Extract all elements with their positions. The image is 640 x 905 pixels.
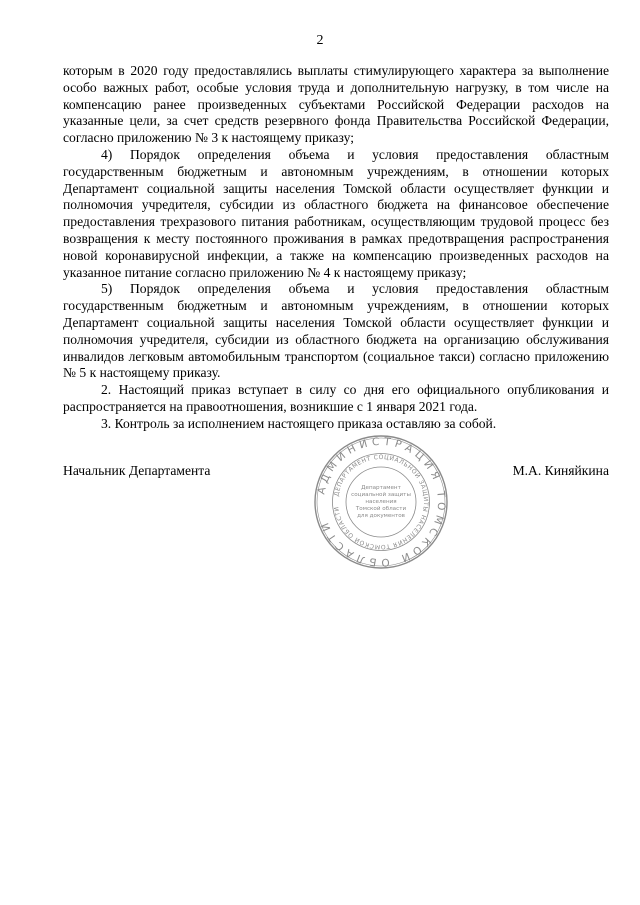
svg-text:АДМИНИСТРАЦИЯ ТОМСКОЙ ОБЛАСТИ: АДМИНИСТРАЦИЯ ТОМСКОЙ ОБЛАСТИ [315, 435, 448, 569]
paragraph-clause-3: 3. Контроль за исполнением настоящего приказа оставляю за собой. [101, 415, 497, 431]
paragraph-item-4: 4) Порядок определения объема и условия предоставления областным государственным бюджетным и автономным учреждениям, в отношении которых Департамент социальной защиты населения Томской области осуществляет функции и полномочия учредителя, субсидии из областного бюджета на финансовое обеспечение предоставления трехразового питания работникам, осуществляющим трудовой процесс без возвращения к месту постоянного проживания в рамках предотвращения распространения новой коронавирусной инфекции, а также на компенсацию произведенных расходов на указанное питание согласно приложению № 4 к настоящему приказу; [63, 146, 609, 280]
signatory-title: Начальник Департамента [63, 463, 211, 478]
document-body [63, 63, 609, 433]
svg-text:Департамент: Департамент [361, 485, 401, 491]
official-seal [313, 434, 449, 570]
page-number: 2 [316, 33, 324, 48]
paragraph-item-5: 5) Порядок определения объема и условия предоставления областным государственным бюджетным и автономным учреждениям, в отношении которых Департамент социальной защиты населения Томской области осуществляет функции и полномочия учредителя, субсидии из областного бюджета на организацию обслуживания инвалидов легковым автомобильным транспортом (социальное такси) согласно приложению № 5 к настоящему приказу. [63, 281, 609, 381]
paragraph-continuation: которым в 2020 году предоставлялись выплаты стимулирующего характера за выполнение особо важных работ, особые условия труда и дополнительную нагрузку, в том числе на компенсацию ранее произведенных субъектами Российской Федерации расходов на указанные цели, за счет средств резервного фонда Правительства Российской Федерации, согласно приложению № 3 к настоящему приказу; [63, 63, 609, 146]
paragraph-clause-2: 2. Настоящий приказ вступает в силу со дня его официального опубликования и распространяется на правоотношения, возникшие с 1 января 2021 года. [63, 382, 609, 414]
svg-text:Томской области: Томской области [355, 506, 407, 512]
signatory-name: М.А. Киняйкина [512, 463, 609, 478]
svg-text:для документов: для документов [357, 513, 405, 519]
svg-text:социальной защиты: социальной защиты [351, 492, 411, 498]
svg-text:ДЕПАРТАМЕНТ СОЦИАЛЬНОЙ ЗАЩИТЫ: ДЕПАРТАМЕНТ СОЦИАЛЬНОЙ ЗАЩИТЫ НАСЕЛЕНИЯ ТОМСКОЙ ОБЛАСТИ [333, 453, 430, 551]
svg-text:населения: населения [365, 499, 397, 505]
